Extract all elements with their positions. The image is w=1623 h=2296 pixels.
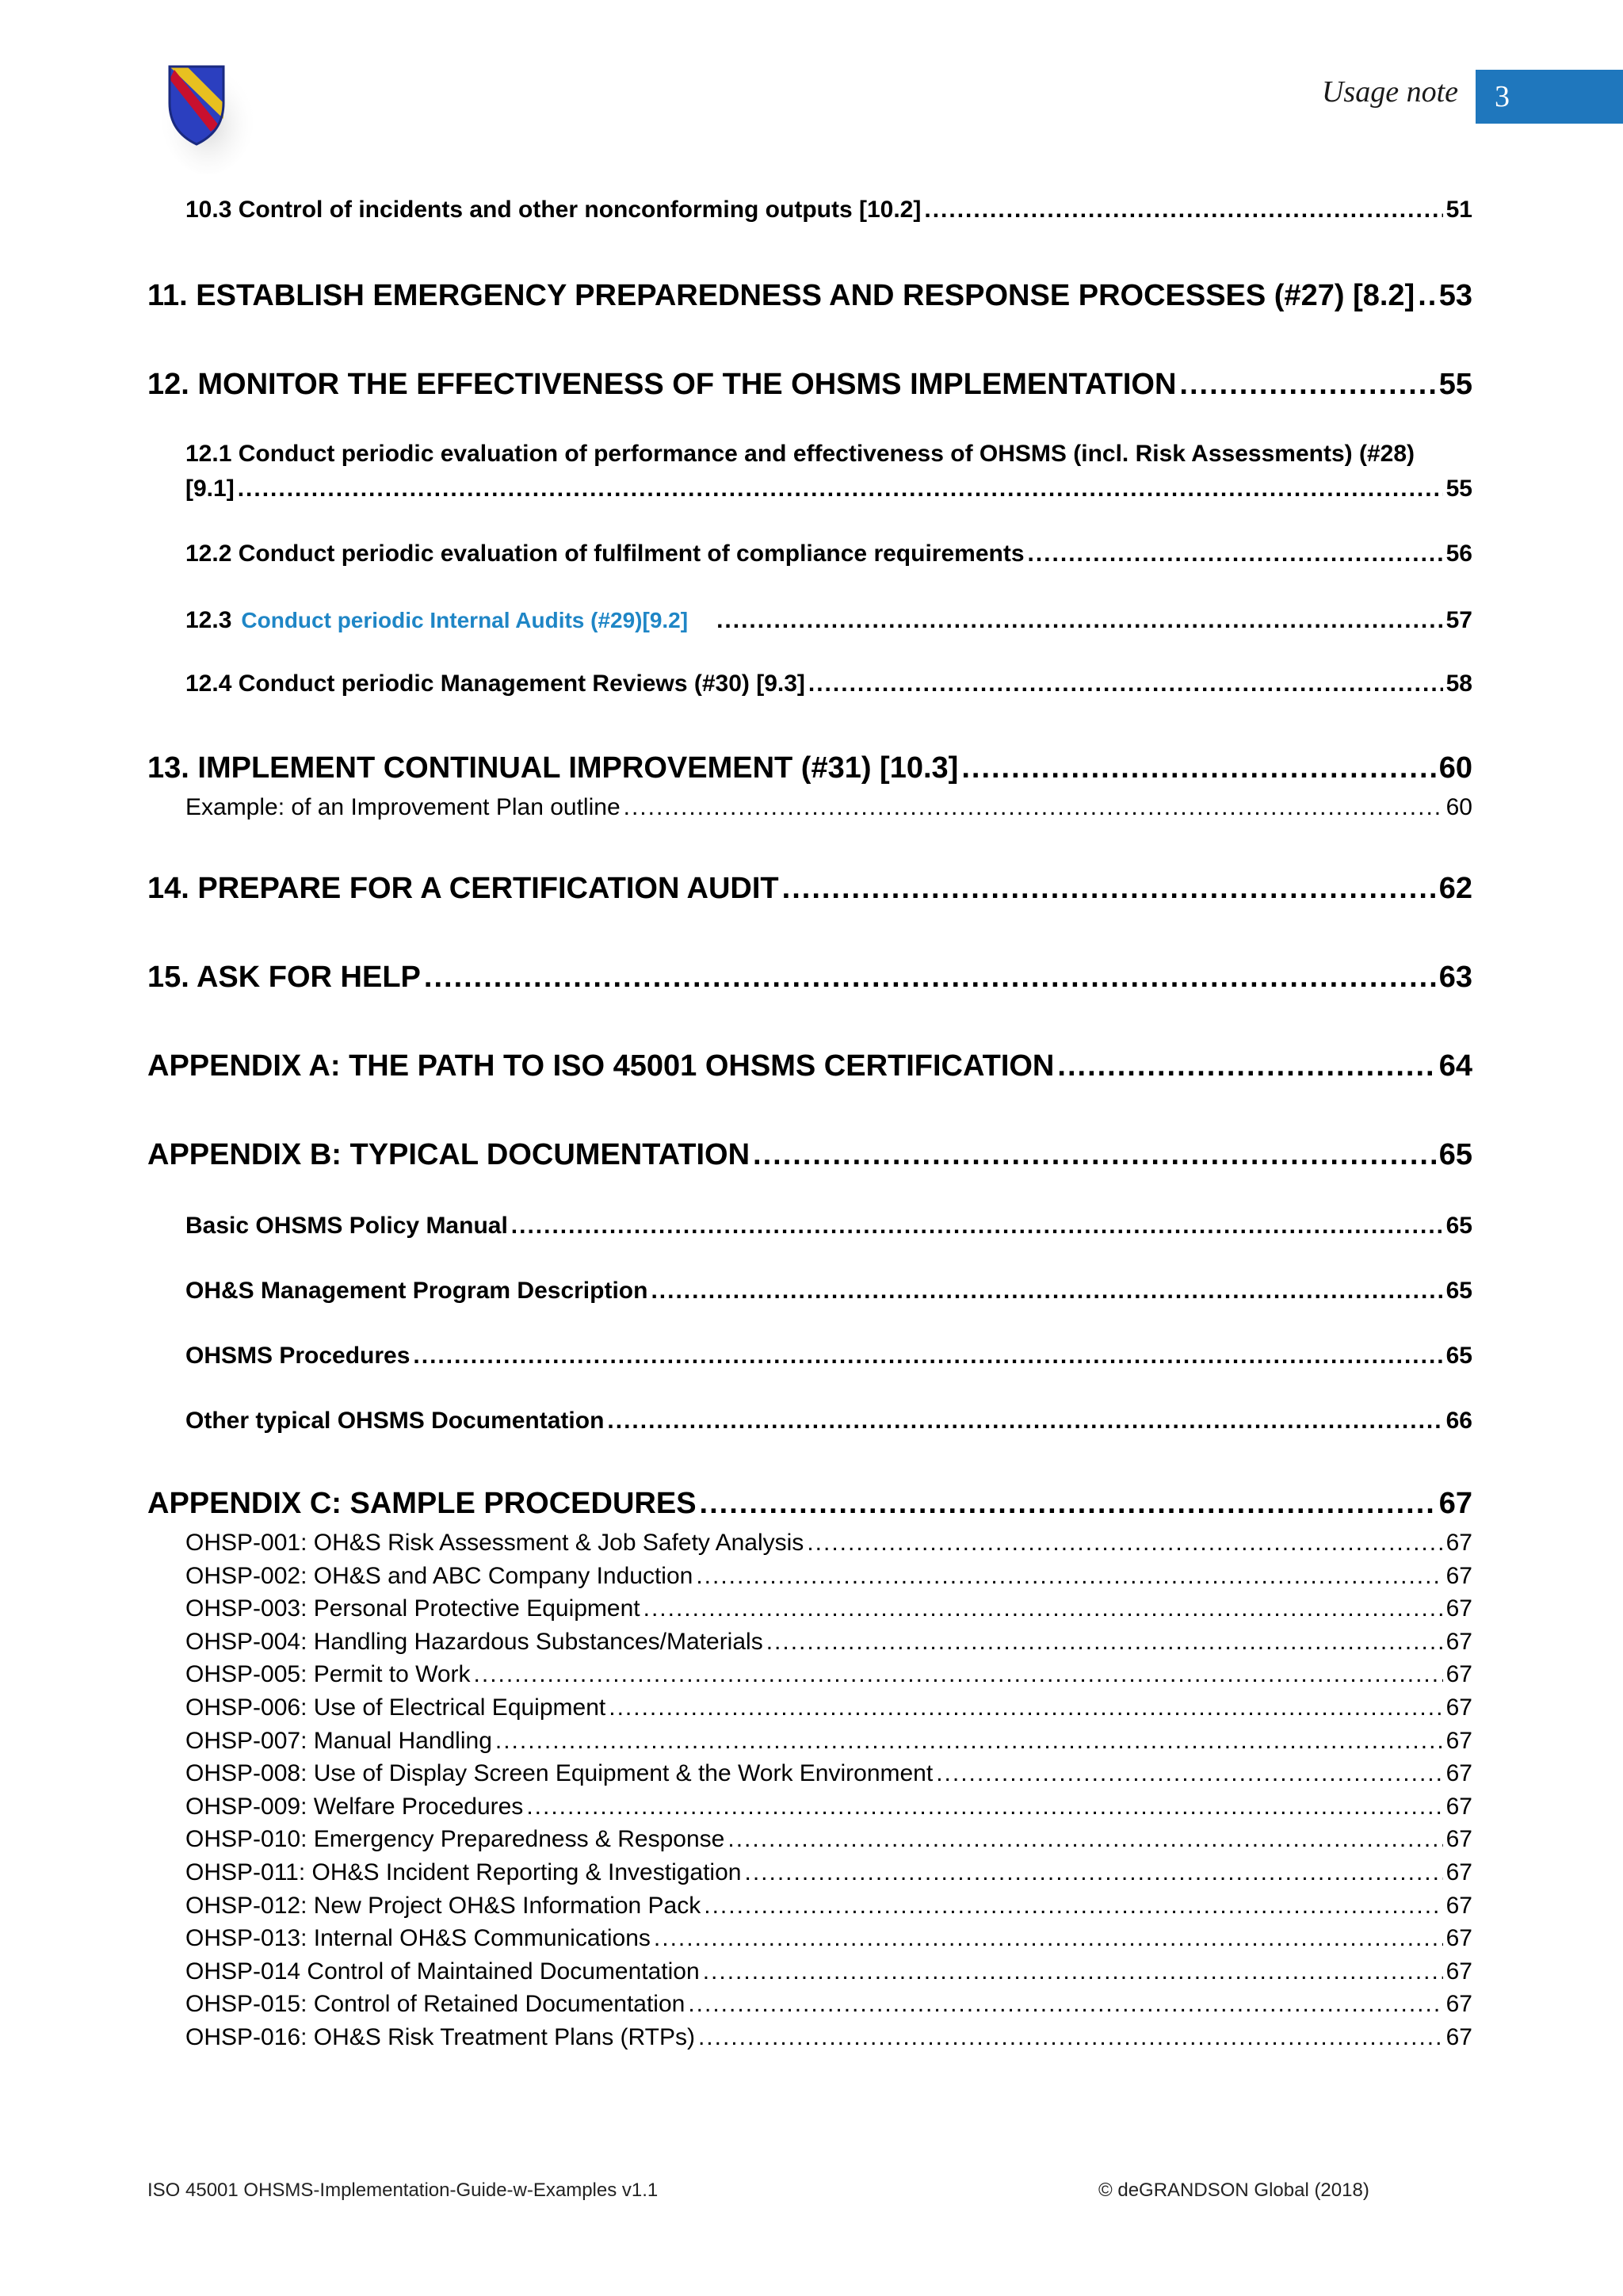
toc-entry[interactable]: Other typical OHSMS Documentation ..... 66 xyxy=(185,1408,1472,1435)
procedure-entry[interactable]: OHSP-016: OH&S Risk Treatment Plans (RTPs) ..... 67 xyxy=(185,2024,1472,2051)
toc-entry[interactable]: Basic OHSMS Policy Manual ..... 65 xyxy=(185,1213,1472,1240)
footer-right: © deGRANDSON Global (2018) xyxy=(1098,2179,1369,2201)
header-note: Usage note xyxy=(1321,75,1458,109)
toc-entry[interactable]: APPENDIX B: TYPICAL DOCUMENTATION ..... 65 xyxy=(147,1138,1472,1172)
toc-entry[interactable]: 10.3 Control of incidents and other nonconforming outputs [10.2] ..... 51 xyxy=(185,197,1472,223)
toc-entry[interactable]: 14. PREPARE FOR A CERTIFICATION AUDIT ..... 62 xyxy=(147,872,1472,906)
footer-left: ISO 45001 OHSMS-Implementation-Guide-w-Examples v1.1 xyxy=(147,2179,659,2201)
toc-entry[interactable]: OH&S Management Program Description ..... 65 xyxy=(185,1278,1472,1305)
procedure-entry[interactable]: OHSP-009: Welfare Procedures ..... 67 xyxy=(185,1794,1472,1820)
procedure-entry[interactable]: OHSP-006: Use of Electrical Equipment ..... 67 xyxy=(185,1694,1472,1721)
toc-entry[interactable]: 12.3 Conduct periodic Internal Audits (#29)[9.2] ..... 57 xyxy=(185,607,1472,634)
shield-logo-icon xyxy=(158,55,254,174)
toc-entry[interactable]: 11. ESTABLISH EMERGENCY PREPAREDNESS AND RESPONSE PROCESSES (#27) [8.2] ..... 53 xyxy=(147,279,1472,313)
procedure-entry[interactable]: OHSP-003: Personal Protective Equipment ..... 67 xyxy=(185,1595,1472,1622)
procedure-entry[interactable]: OHSP-002: OH&S and ABC Company Induction ..... 67 xyxy=(185,1563,1472,1590)
page-number: 3 xyxy=(1476,70,1623,124)
procedure-entry[interactable]: OHSP-014 Control of Maintained Documentation ..... 67 xyxy=(185,1958,1472,1985)
toc-entry-line[interactable]: 12.1 Conduct periodic evaluation of performance and effectiveness of OHSMS (incl. Risk Assessments) (#28) xyxy=(185,441,1415,467)
procedure-entry[interactable]: OHSP-012: New Project OH&S Information Pack ..... 67 xyxy=(185,1893,1472,1920)
toc-entry[interactable]: [9.1] ..... 55 xyxy=(185,476,1472,502)
toc-entry[interactable]: 12.2 Conduct periodic evaluation of fulfilment of compliance requirements ..... 56 xyxy=(185,541,1472,567)
procedure-entry[interactable]: OHSP-015: Control of Retained Documentation ..... 67 xyxy=(185,1991,1472,2018)
toc-entry[interactable]: 12. MONITOR THE EFFECTIVENESS OF THE OHSMS IMPLEMENTATION ..... 55 xyxy=(147,368,1472,402)
procedure-entry[interactable]: OHSP-005: Permit to Work ..... 67 xyxy=(185,1661,1472,1688)
toc-entry[interactable]: APPENDIX A: THE PATH TO ISO 45001 OHSMS CERTIFICATION ..... 64 xyxy=(147,1049,1472,1083)
procedure-entry[interactable]: OHSP-013: Internal OH&S Communications ..... 67 xyxy=(185,1925,1472,1952)
procedure-entry[interactable]: OHSP-008: Use of Display Screen Equipment & the Work Environment ..... 67 xyxy=(185,1760,1472,1787)
toc-entry[interactable]: OHSMS Procedures ..... 65 xyxy=(185,1343,1472,1370)
procedure-entry[interactable]: OHSP-010: Emergency Preparedness & Response ..... 67 xyxy=(185,1826,1472,1853)
procedure-entry[interactable]: OHSP-001: OH&S Risk Assessment & Job Safety Analysis ..... 67 xyxy=(185,1530,1472,1557)
toc-entry[interactable]: Example: of an Improvement Plan outline ..... 60 xyxy=(185,794,1472,821)
toc-entry[interactable]: APPENDIX C: SAMPLE PROCEDURES ..... 67 xyxy=(147,1487,1472,1521)
toc-entry[interactable]: 13. IMPLEMENT CONTINUAL IMPROVEMENT (#31) [10.3] ..... 60 xyxy=(147,751,1472,785)
toc-entry[interactable]: 15. ASK FOR HELP ..... 63 xyxy=(147,961,1472,995)
procedure-entry[interactable]: OHSP-004: Handling Hazardous Substances/Materials ..... 67 xyxy=(185,1629,1472,1656)
toc-entry[interactable]: 12.4 Conduct periodic Management Reviews (#30) [9.3] ..... 58 xyxy=(185,670,1472,697)
procedure-entry[interactable]: OHSP-011: OH&S Incident Reporting & Investigation ..... 67 xyxy=(185,1859,1472,1886)
internal-audits-link[interactable]: Conduct periodic Internal Audits (#29)[9.2] xyxy=(241,608,689,632)
procedure-entry[interactable]: OHSP-007: Manual Handling ..... 67 xyxy=(185,1728,1472,1755)
